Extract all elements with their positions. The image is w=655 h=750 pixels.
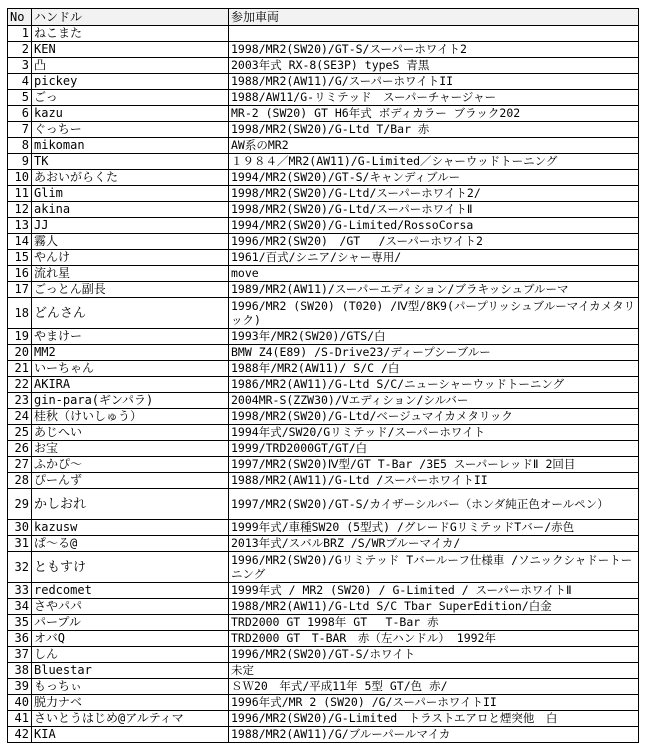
table-row: [8, 202, 639, 218]
cell-handle[interactable]: あおいがらくた: [32, 170, 229, 186]
cell-car[interactable]: 1998/MR2(SW20)/G-Ltd T/Bar 赤: [229, 122, 639, 138]
cell-no[interactable]: 33: [8, 583, 32, 599]
cell-no[interactable]: 7: [8, 122, 32, 138]
cell-handle[interactable]: かしおれ: [32, 489, 229, 520]
cell-car[interactable]: 1986/MR2(AW11)/G-Ltd S/C/ニューシャーウッドトーニング: [229, 377, 639, 393]
cell-handle[interactable]: ぱ～る@: [32, 536, 229, 552]
cell-car[interactable]: TRD2000 GT T-BAR 赤（左ハンドル） 1992年: [229, 631, 639, 647]
cell-handle[interactable]: redcomet: [32, 583, 229, 599]
table-row: [8, 631, 639, 647]
table-row: [8, 42, 639, 58]
table-row: [8, 663, 639, 679]
cell-handle[interactable]: 脱力ナベ: [32, 695, 229, 711]
table-row: [8, 154, 639, 170]
cell-handle[interactable]: kazu: [32, 106, 229, 122]
cell-car[interactable]: 1996/MR2(SW20)/G-Limited トラストエアロと煙突他 白: [229, 711, 639, 727]
table-row: [8, 26, 639, 42]
cell-car[interactable]: [229, 26, 639, 42]
cell-car[interactable]: 1994年式/SW20/Gリミテッド/スーパーホワイト: [229, 425, 639, 441]
table-row: [8, 106, 639, 122]
cell-car[interactable]: 1998/MR2(SW20)/G-Ltd/スーパーホワイト2/: [229, 186, 639, 202]
cell-car[interactable]: 1999/TRD2000GT/GT/白: [229, 441, 639, 457]
cell-no[interactable]: 13: [8, 218, 32, 234]
cell-no[interactable]: 8: [8, 138, 32, 154]
cell-no[interactable]: 38: [8, 663, 32, 679]
table-row: [8, 377, 639, 393]
header-no[interactable]: No: [8, 9, 32, 26]
table-row: [8, 298, 639, 329]
cell-no[interactable]: 25: [8, 425, 32, 441]
cell-handle[interactable]: JJ: [32, 218, 229, 234]
cell-handle[interactable]: ぴーんず: [32, 473, 229, 489]
cell-no[interactable]: 14: [8, 234, 32, 250]
cell-car[interactable]: 1988/MR2(AW11)/G-Ltd /スーパーホワイトII: [229, 473, 639, 489]
table-row: [8, 361, 639, 377]
cell-no[interactable]: 24: [8, 409, 32, 425]
table-row: [8, 583, 639, 599]
cell-handle[interactable]: しん: [32, 647, 229, 663]
cell-no[interactable]: 6: [8, 106, 32, 122]
cell-no[interactable]: 37: [8, 647, 32, 663]
table-row: [8, 679, 639, 695]
table-row: [8, 122, 639, 138]
cell-handle[interactable]: TK: [32, 154, 229, 170]
cell-handle[interactable]: やまけー: [32, 329, 229, 345]
table-row: [8, 90, 639, 106]
cell-car[interactable]: 1988/MR2(AW11)/G-Ltd S/C Tbar SuperEdition/白金: [229, 599, 639, 615]
cell-car[interactable]: 2004MR-S(ZZW30)/Vエディション/シルバー: [229, 393, 639, 409]
cell-car[interactable]: 1988/MR2(AW11)/G/ブルーパールマイカ: [229, 727, 639, 743]
cell-no[interactable]: 23: [8, 393, 32, 409]
cell-no[interactable]: 2: [8, 42, 32, 58]
cell-no[interactable]: 11: [8, 186, 32, 202]
cell-handle[interactable]: ごっとん副長: [32, 282, 229, 298]
cell-handle[interactable]: あじへい: [32, 425, 229, 441]
table-body: [8, 26, 639, 743]
cell-handle[interactable]: さいとうはじめ@アルティマ: [32, 711, 229, 727]
cell-handle[interactable]: KIA: [32, 727, 229, 743]
cell-car[interactable]: TRD2000 GT 1998年 GT T-Bar 赤: [229, 615, 639, 631]
cell-handle[interactable]: AKIRA: [32, 377, 229, 393]
cell-car[interactable]: 1961/百式/シニア/シャー専用/: [229, 250, 639, 266]
cell-car[interactable]: 1993年/MR2(SW20)/GTS/白: [229, 329, 639, 345]
cell-handle[interactable]: やんけ: [32, 250, 229, 266]
table-row: [8, 266, 639, 282]
cell-car[interactable]: BMW Z4(E89) /S-Drive23/ディープシーブルー: [229, 345, 639, 361]
cell-handle[interactable]: ごっ: [32, 90, 229, 106]
cell-no[interactable]: 29: [8, 489, 32, 520]
table-row: [8, 218, 639, 234]
table-row: [8, 138, 639, 154]
table-row: [8, 441, 639, 457]
cell-handle[interactable]: Glim: [32, 186, 229, 202]
table-row: [8, 536, 639, 552]
cell-car[interactable]: 1988/MR2(AW11)/G/スーパーホワイトII: [229, 74, 639, 90]
cell-no[interactable]: 20: [8, 345, 32, 361]
cell-no[interactable]: 41: [8, 711, 32, 727]
cell-no[interactable]: 32: [8, 552, 32, 583]
cell-no[interactable]: 21: [8, 361, 32, 377]
cell-handle[interactable]: パープル: [32, 615, 229, 631]
table-row: [8, 425, 639, 441]
table-row: [8, 711, 639, 727]
table-row: [8, 647, 639, 663]
cell-car[interactable]: 1998/MR2(SW20)/G-Ltd/ベージュマイカメタリック: [229, 409, 639, 425]
table-row: [8, 552, 639, 583]
cell-car[interactable]: 1998/MR2(SW20)/GT-S/スーパーホワイト2: [229, 42, 639, 58]
table-row: [8, 170, 639, 186]
cell-no[interactable]: 17: [8, 282, 32, 298]
cell-car[interactable]: 1988/AW11/G-リミテッド スーパーチャージャー: [229, 90, 639, 106]
cell-no[interactable]: 22: [8, 377, 32, 393]
cell-car[interactable]: 2003年式 RX-8(SE3P) typeS 青黒: [229, 58, 639, 74]
cell-car[interactable]: 1997/MR2(SW20)Ⅳ型/GT T-Bar /3E5 スーパーレッドⅡ 2回目: [229, 457, 639, 473]
cell-no[interactable]: 42: [8, 727, 32, 743]
cell-handle[interactable]: 流れ星: [32, 266, 229, 282]
header-row: [8, 9, 639, 26]
cell-car[interactable]: 1999年式/車種SW20 (5型式) /グレードGリミテッドTバー/赤色: [229, 520, 639, 536]
cell-handle[interactable]: akina: [32, 202, 229, 218]
cell-handle[interactable]: お宝: [32, 441, 229, 457]
cell-no[interactable]: 28: [8, 473, 32, 489]
cell-car[interactable]: 1996年式/MR 2 (SW20) /G/スーパーホワイトII: [229, 695, 639, 711]
cell-handle[interactable]: KEN: [32, 42, 229, 58]
table-row: [8, 74, 639, 90]
cell-handle[interactable]: Bluestar: [32, 663, 229, 679]
table-row: [8, 727, 639, 743]
cell-handle[interactable]: ねこまた: [32, 26, 229, 42]
cell-no[interactable]: 35: [8, 615, 32, 631]
cell-car[interactable]: 1999年式 / MR2 (SW20) / G-Limited / スーパーホワイトⅡ: [229, 583, 639, 599]
cell-handle[interactable]: pickey: [32, 74, 229, 90]
cell-car[interactable]: 1996/MR2(SW20)/Gリミテッド Tバールーフ仕様車 /ソニックシャドートーニング: [229, 552, 639, 583]
cell-no[interactable]: 26: [8, 441, 32, 457]
table-row: [8, 409, 639, 425]
cell-no[interactable]: 31: [8, 536, 32, 552]
cell-car[interactable]: 1996/MR2 (SW20) (T020) /Ⅳ型/8K9(パープリッシュブルーマイカメタリック): [229, 298, 639, 329]
cell-handle[interactable]: オバQ: [32, 631, 229, 647]
cell-handle[interactable]: どんさん: [32, 298, 229, 329]
cell-handle[interactable]: ぐっちー: [32, 122, 229, 138]
cell-handle[interactable]: さやパパ: [32, 599, 229, 615]
cell-no[interactable]: 19: [8, 329, 32, 345]
cell-car[interactable]: 1997/MR2(SW20)/GT-S/カイザーシルバー（ホンダ純正色オールペン）: [229, 489, 639, 520]
cell-handle[interactable]: 凸: [32, 58, 229, 74]
participant-table: [7, 8, 639, 743]
cell-handle[interactable]: mikoman: [32, 138, 229, 154]
table-row: [8, 473, 639, 489]
table-row: [8, 234, 639, 250]
cell-no[interactable]: 1: [8, 26, 32, 42]
cell-car[interactable]: MR-2 (SW20) GT H6年式 ボディカラー ブラック202: [229, 106, 639, 122]
table-row: [8, 58, 639, 74]
cell-handle[interactable]: 桂秋（けいしゅう）: [32, 409, 229, 425]
table-row: [8, 520, 639, 536]
cell-handle[interactable]: kazusw: [32, 520, 229, 536]
cell-handle[interactable]: ふかぴ～: [32, 457, 229, 473]
cell-handle[interactable]: もっちぃ: [32, 679, 229, 695]
cell-no[interactable]: 5: [8, 90, 32, 106]
table-row: [8, 695, 639, 711]
cell-handle[interactable]: gin-para(ギンパラ): [32, 393, 229, 409]
cell-car[interactable]: 1998/MR2(SW20)/G-Ltd/スーパーホワイトⅡ: [229, 202, 639, 218]
cell-car[interactable]: 2013年式/スバルBRZ /S/WRブルーマイカ/: [229, 536, 639, 552]
cell-no[interactable]: 40: [8, 695, 32, 711]
table-row: [8, 489, 639, 520]
table-row: [8, 345, 639, 361]
cell-no[interactable]: 34: [8, 599, 32, 615]
cell-no[interactable]: 18: [8, 298, 32, 329]
table-row: [8, 250, 639, 266]
cell-no[interactable]: 39: [8, 679, 32, 695]
cell-handle[interactable]: MM2: [32, 345, 229, 361]
cell-no[interactable]: 4: [8, 74, 32, 90]
cell-car[interactable]: 1994/MR2(SW20)/GT-S/キャンディブルー: [229, 170, 639, 186]
cell-no[interactable]: 16: [8, 266, 32, 282]
table-row: [8, 615, 639, 631]
cell-car[interactable]: ＳＷ20 年式/平成11年 5型 GT/色 赤/: [229, 679, 639, 695]
cell-car[interactable]: move: [229, 266, 639, 282]
cell-no[interactable]: 36: [8, 631, 32, 647]
cell-no[interactable]: 15: [8, 250, 32, 266]
cell-handle[interactable]: いーちゃん: [32, 361, 229, 377]
cell-no[interactable]: 9: [8, 154, 32, 170]
cell-handle[interactable]: 霧人: [32, 234, 229, 250]
cell-car[interactable]: 1996/MR2(SW20) /GT /スーパーホワイト2: [229, 234, 639, 250]
cell-no[interactable]: 30: [8, 520, 32, 536]
table-row: [8, 329, 639, 345]
cell-car[interactable]: 1996/MR2(SW20)/GT-S/ホワイト: [229, 647, 639, 663]
table-row: [8, 457, 639, 473]
header-car[interactable]: 参加車両: [229, 9, 639, 26]
cell-car[interactable]: 未定: [229, 663, 639, 679]
table-row: [8, 282, 639, 298]
cell-no[interactable]: 10: [8, 170, 32, 186]
cell-car[interactable]: １９８４／MR2(AW11)/G-Limited／シャーウッドトーニング: [229, 154, 639, 170]
cell-no[interactable]: 27: [8, 457, 32, 473]
table-row: [8, 186, 639, 202]
table-row: [8, 599, 639, 615]
cell-car[interactable]: 1994/MR2(SW20)/G-Limited/RossoCorsa: [229, 218, 639, 234]
header-handle[interactable]: ハンドル: [32, 9, 229, 26]
cell-car[interactable]: AW系のMR2: [229, 138, 639, 154]
cell-no[interactable]: 12: [8, 202, 32, 218]
cell-car[interactable]: 1988年/MR2(AW11)/ S/C /白: [229, 361, 639, 377]
cell-no[interactable]: 3: [8, 58, 32, 74]
table-row: [8, 393, 639, 409]
cell-car[interactable]: 1989/MR2(AW11)/スーパーエディション/ブラキッシュブルーマ: [229, 282, 639, 298]
cell-handle[interactable]: ともすけ: [32, 552, 229, 583]
